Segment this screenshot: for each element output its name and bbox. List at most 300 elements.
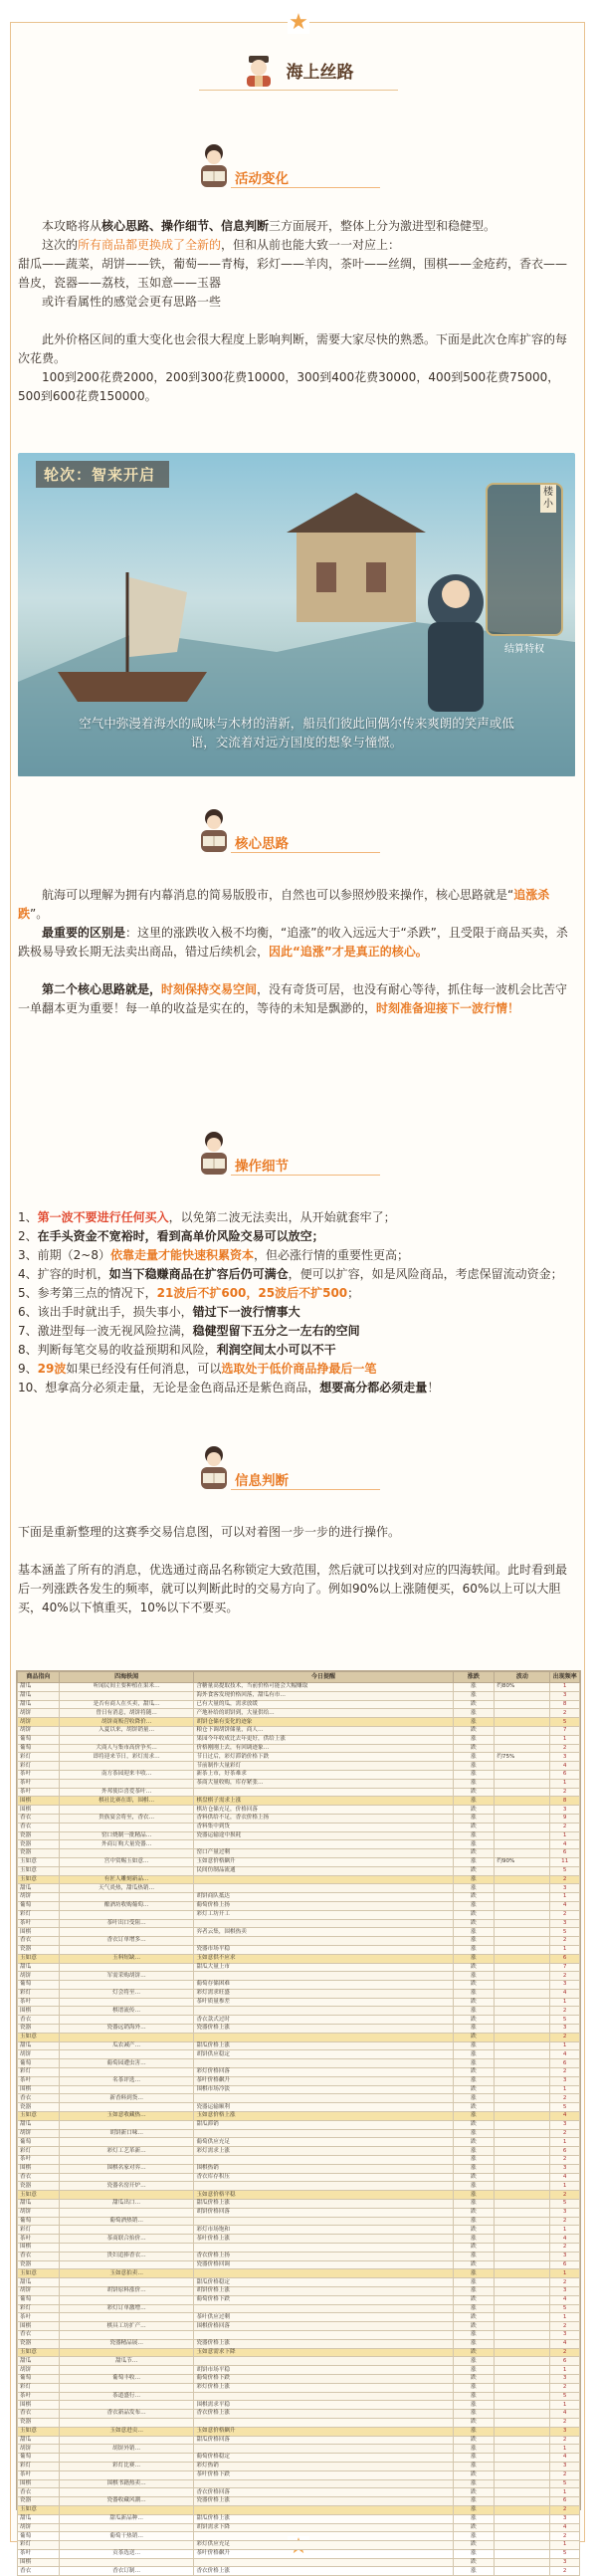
table-cell: 涨 [453,1753,495,1762]
table-cell: 茶道盛行… [59,2392,194,2401]
table-row [18,1928,580,1937]
table-cell: 葡萄 [18,1901,60,1910]
section-title: 核心思路 [235,836,289,852]
table-cell [59,2401,194,2410]
table-row [18,2260,580,2269]
table-cell [495,2427,550,2436]
table-cell: 涨 [453,2041,495,2050]
table-cell: 跌 [453,2068,495,2077]
table-cell: 涨 [453,2567,495,2576]
table-cell: 甜瓜价格回落 [194,2436,453,2445]
table-cell [59,2313,194,2322]
table-cell: 胡饼商队抵达 [194,1893,453,1902]
table-cell: 涨 [453,2427,495,2436]
page-header [0,52,597,100]
table-cell: 涨 [453,2050,495,2059]
table-row [18,2445,580,2454]
table-cell [495,2033,550,2041]
table-cell [495,2278,550,2287]
table-cell [59,2278,194,2287]
table-row [18,1806,580,1815]
table-cell: 甜瓜价格稳定 [194,2278,453,2287]
table-cell [495,1945,550,1954]
table-cell: 茶叶 [18,2313,60,2322]
table-cell [194,2418,453,2427]
ops-item: 8、判断每笔交易的收益预期和风险，利润空间太小可以不干 [18,1343,336,1357]
table-cell [194,2182,453,2191]
table-cell [59,2348,194,2357]
table-cell: 产地补给的胡饼到，大量供给… [194,1709,453,1718]
table-cell [495,1866,550,1875]
table-cell: 茶叶价格上涨 [194,2235,453,2244]
table-cell [495,1770,550,1779]
table-cell: 瓷器价格上涨 [194,2025,453,2034]
table-cell: 香衣 [18,1823,60,1831]
table-cell: 瓷器 [18,1840,60,1849]
table-cell: 瓷器精品展… [59,2339,194,2348]
table-cell: 涨 [453,2278,495,2287]
table-cell: 1 [550,2226,580,2235]
table-cell: 涨 [453,2462,495,2470]
table-cell: 3 [550,2164,580,2173]
section-header-ops [169,1127,428,1184]
table-cell [495,2252,550,2260]
table-cell: 跌 [453,1981,495,1990]
table-row [18,2129,580,2138]
table-cell: 3 [550,1806,580,1815]
table-cell [194,2304,453,2313]
table-cell: 葡萄 [18,1981,60,1990]
table-cell [194,2392,453,2401]
table-cell [59,1981,194,1990]
table-cell: 跌 [453,2523,495,2532]
table-cell [495,2050,550,2059]
table-cell: 跌 [453,2541,495,2550]
table-cell: 茶叶 [18,2235,60,2244]
table-cell: 葡萄 [18,2454,60,2463]
table-cell [59,2558,194,2567]
table-row [18,1788,580,1797]
table-row [18,2007,580,2016]
table-cell: 瓷器价格回调 [194,2260,453,2269]
table-cell [194,1840,453,1849]
table-cell: 3 [550,2120,580,2129]
table-cell: 瓷器 [18,2260,60,2269]
table-cell [495,2156,550,2165]
table-cell: 跌 [453,2033,495,2041]
table-cell: 4 [550,2050,580,2059]
table-row [18,1910,580,1919]
table-cell [495,2532,550,2541]
table-cell [495,2068,550,2077]
table-cell: 涨 [453,1718,495,1727]
table-cell [194,2532,453,2541]
table-row [18,2374,580,2383]
table-row [18,1814,580,1823]
table-cell [495,1972,550,1981]
table-cell: 瓷器价格上涨 [194,2497,453,2506]
table-row [18,1718,580,1727]
table-cell: 粮仓下调胡饼储量，商人… [194,1726,453,1735]
table-cell: 围棋热销 [194,2164,453,2173]
table-cell [495,2541,550,2550]
table-cell: 围棋 [18,2322,60,2331]
section-underline [231,1489,380,1490]
table-cell [495,1779,550,1788]
table-cell: 棋具工坊扩产… [59,2322,194,2331]
table-cell: 涨 [453,2445,495,2454]
table-cell: 1 [550,2182,580,2191]
table-cell: 玉如意需求下降 [194,2348,453,2357]
table-cell: 2 [550,2505,580,2514]
table-cell [194,2094,453,2103]
table-cell: 瓷器 [18,1945,60,1954]
table-cell: 茶叶价格飙升 [194,2076,453,2085]
ops-item: 4、扩容的时机，如当下稳赚商品在扩容后仍可满仓，便可以扩容，如是风险商品，考虑保留流动资金； [18,1267,563,1281]
table-cell [59,1806,194,1815]
table-cell: 玉如意 [18,2348,60,2357]
table-cell: 跌 [453,2348,495,2357]
table-cell: 1 [550,2488,580,2497]
table-cell [495,2112,550,2121]
table-cell: 茶叶 [18,1770,60,1779]
table-cell: 入夏以来，胡饼销量… [59,1726,194,1735]
table-cell: 1 [550,1945,580,1954]
table-cell: 涨 [453,2007,495,2016]
table-row [18,2041,580,2050]
table-row [18,2278,580,2287]
table-cell: 甜瓜 [18,2200,60,2209]
table-cell: 胡饼市场平稳 [194,2366,453,2375]
table-cell [495,2129,550,2138]
table-cell: 4 [550,2454,580,2463]
table-cell: 玉如意 [18,2033,60,2041]
table-cell: 彩灯价格回落 [194,2068,453,2077]
table-cell: 2 [550,2348,580,2357]
table-cell: 玉如意价格平稳 [194,2191,453,2200]
table-cell: 4 [550,1762,580,1771]
table-cell: 已有大量的瓜，需求放缓 [194,1700,453,1709]
table-cell: 灯会将至… [59,1989,194,1998]
table-cell: 葡萄价格稳定 [194,2454,453,2463]
table-cell [59,2103,194,2112]
table-row [18,2182,580,2191]
table-cell: 彩灯订单激增… [59,2304,194,2313]
table-cell: 围棋 [18,2558,60,2567]
table-header: 四海轶闻 [59,1672,194,1683]
table-cell: 2 [550,2156,580,2165]
table-cell: 围棋需求平稳 [194,2401,453,2410]
table-cell: 棋盘棋子需求上涨 [194,1797,453,1806]
table-row [18,2217,580,2226]
table-cell: 3 [550,2208,580,2217]
table-cell: 涨 [453,1762,495,1771]
table-cell: 茶叶 [18,1998,60,2007]
table-cell: 瓷器运输顺利 [194,2103,453,2112]
table-cell: 涨 [453,1937,495,1946]
table-cell: 涨 [453,2094,495,2103]
table-cell: 胡饼 [18,1718,60,1727]
table-cell: 1 [550,1779,580,1788]
table-cell: 2 [550,2418,580,2427]
table-cell [495,1884,550,1893]
table-row [18,1945,580,1954]
table-cell: 彩灯工坊开工 [194,1910,453,1919]
table-cell: 涨 [453,2059,495,2068]
table-cell: 葡萄价格下跌 [194,2374,453,2383]
table-cell: 涨 [453,2339,495,2348]
table-cell: 玉如意 [18,1866,60,1875]
table-row [18,2567,580,2576]
table-row [18,2488,580,2497]
table-cell [59,2295,194,2304]
table-cell: 葡萄 [18,2138,60,2147]
table-row [18,1762,580,1771]
table-row [18,1937,580,1946]
table-cell: 海外食客发现价格回落，甜瓜有市… [194,1691,453,1700]
table-cell: 香衣 [18,1937,60,1946]
table-cell: 茶叶价格飙升 [194,2549,453,2558]
table-cell: 窑口产量过剩 [194,1849,453,1858]
table-cell: 有匠人雕刻新品… [59,1875,194,1884]
badge-label: 结算特权 [504,644,544,655]
table-cell [59,2016,194,2025]
table-row [18,2050,580,2059]
page-title: 海上丝路 [286,62,354,83]
section-underline [231,1175,380,1176]
table-cell: 胡饼 [18,1893,60,1902]
table-cell: 3 [550,2462,580,2470]
table-cell: 新茶上市，好茶难求 [194,1770,453,1779]
table-cell: 围棋 [18,2401,60,2410]
table-cell: 玉如意 [18,2269,60,2278]
table-cell [59,2138,194,2147]
table-cell: 涨 [453,1840,495,1849]
table-cell: 6 [550,2497,580,2506]
table-row [18,2558,580,2567]
table-cell: 瓜农减产… [59,2041,194,2050]
table-row [18,1700,580,1709]
table-cell [59,1910,194,1919]
table-cell [495,2016,550,2025]
table-cell: 跌 [453,2436,495,2445]
table-cell: 9 [550,1814,580,1823]
table-header-row [18,1672,580,1683]
table-cell: 涨 [453,2076,495,2085]
table-cell: 葡萄 [18,2295,60,2304]
table-cell: 听闻民间主要种植在果米… [59,1683,194,1692]
table-cell [495,2120,550,2129]
table-cell: 围棋 [18,2479,60,2488]
table-cell: 跌 [453,2470,495,2479]
table-cell [495,1709,550,1718]
table-cell: 即将迎来节日，彩灯需求… [59,1753,194,1762]
table-cell: 涨 [453,2164,495,2173]
table-cell: 2 [550,2244,580,2253]
table-cell [495,2348,550,2357]
table-row [18,2357,580,2366]
table-cell [59,2050,194,2059]
table-cell: 彩灯需求上涨 [194,2147,453,2156]
table-cell: 跌 [453,1726,495,1735]
table-row [18,2269,580,2278]
table-cell: 跌 [453,2558,495,2567]
table-cell: 涨 [453,1945,495,1954]
table-cell: 葡萄 [18,1744,60,1753]
table-cell: 3 [550,1753,580,1762]
table-cell: 3 [550,2076,580,2085]
table-row [18,2138,580,2147]
table-cell: 7 [550,1726,580,1735]
table-cell: 涨 [453,2401,495,2410]
table-cell: 瓷器 [18,2182,60,2191]
table-row [18,2033,580,2041]
table-cell [495,1901,550,1910]
table-cell [194,2033,453,2041]
table-cell [59,2383,194,2392]
table-cell: 涨 [453,2514,495,2523]
table-cell: 葡萄价格上扬 [194,1901,453,1910]
table-cell: 2 [550,2068,580,2077]
table-cell [495,2470,550,2479]
table-cell [194,2558,453,2567]
table-cell: 跌 [453,1806,495,1815]
table-cell: 2 [550,2532,580,2541]
table-cell: 甜瓜 [18,2120,60,2129]
table-cell: 涨 [453,2549,495,2558]
ops-list [18,1208,577,1397]
table-cell: 6 [550,1770,580,1779]
table-cell: 彩灯价格上涨 [194,2383,453,2392]
table-cell: 彩灯 [18,2541,60,2550]
table-row [18,2366,580,2375]
table-row [18,2076,580,2085]
table-cell [495,1875,550,1884]
table-cell: 民间仿制品流通 [194,1866,453,1875]
table-cell [495,1954,550,1963]
table-cell: 涨 [453,1797,495,1806]
table-row [18,1753,580,1762]
table-cell [495,2436,550,2445]
table-cell: 约90% [495,1857,550,1866]
table-cell: 棋社比赛在即，围棋… [59,1797,194,1806]
table-cell [495,1998,550,2007]
table-cell: 2 [550,1972,580,1981]
table-cell: 胡饼仓储有变化的迹象 [194,1718,453,1727]
table-cell: 葡萄 [18,1735,60,1744]
table-cell: 胡饼 [18,2129,60,2138]
table-cell [194,2479,453,2488]
table-cell: 涨 [453,2383,495,2392]
ops-item: 7、激进型每一波无视风险拉满，稳健型留下五分之一左右的空间 [18,1324,360,1338]
table-cell [59,2120,194,2129]
table-cell: 围棋 [18,2244,60,2253]
table-cell: 涨 [453,1691,495,1700]
table-cell: 茶叶 [18,2549,60,2558]
table-cell: 围棋 [18,1928,60,1937]
table-cell [495,2383,550,2392]
table-cell: 5 [550,2016,580,2025]
table-cell: 2 [550,2278,580,2287]
table-cell [194,1875,453,1884]
table-cell [495,1762,550,1771]
table-cell: 涨 [453,2112,495,2121]
table-cell: 甜瓜 [18,1691,60,1700]
table-cell [495,1691,550,1700]
table-cell: 玉如意 [18,2427,60,2436]
table-cell [495,2497,550,2506]
table-cell: 葡萄 [18,2374,60,2383]
table-row [18,1963,580,1972]
table-cell: 香衣 [18,2488,60,2497]
table-cell: 香衣价格上涨 [194,2567,453,2576]
table-cell [495,2094,550,2103]
table-cell: 瓷器市场平稳 [194,1945,453,1954]
table-cell [59,1998,194,2007]
table-cell: 5 [550,2304,580,2313]
table-cell [495,2286,550,2295]
table-cell: 胡饼价格回落 [194,2208,453,2217]
table-cell [59,2208,194,2217]
table-cell: 胡饼价格上涨 [194,2286,453,2295]
star-icon: ★ [289,10,308,35]
table-cell [495,1806,550,1815]
table-cell: 6 [550,2059,580,2068]
table-cell: 跌 [453,2295,495,2304]
table-cell: 名茶评选… [59,2076,194,2085]
table-cell: 玉如意 [18,1954,60,1963]
table-row [18,2191,580,2200]
table-cell [495,2374,550,2383]
table-cell: 1 [550,1735,580,1744]
table-cell: 1 [550,1683,580,1692]
table-cell: 宫中赏赐玉如意… [59,1857,194,1866]
table-cell: 曾日有消息，胡饼将随… [59,1709,194,1718]
table-cell: 茶叶价格下跌 [194,2470,453,2479]
table-cell: 跌 [453,2374,495,2383]
table-row [18,2112,580,2121]
table-cell: 跌 [453,1910,495,1919]
table-cell: 茶叶 [18,2156,60,2165]
table-cell: 围棋 [18,2085,60,2094]
table-cell: 香衣订单增多… [59,1937,194,1946]
section-title: 操作细节 [235,1159,289,1175]
event-banner-image [18,453,575,776]
table-cell: 4 [550,2295,580,2304]
ops-item: 2、在手头资金不宽裕时，看到高单价风险交易可以放空； [18,1229,324,1243]
table-cell: 甜瓜价格上涨 [194,2200,453,2209]
table-cell: 香衣 [18,2016,60,2025]
table-cell [495,2313,550,2322]
table-cell: 3 [550,2427,580,2436]
table-cell: 2 [550,2191,580,2200]
table-cell [495,2523,550,2532]
table-cell: 军需采购胡饼… [59,1972,194,1981]
table-row [18,1989,580,1998]
table-cell [495,2103,550,2112]
table-cell [495,2295,550,2304]
table-cell [59,2488,194,2497]
table-cell: 玉料短缺… [59,1954,194,1963]
table-cell: 彩灯比赛… [59,2462,194,2470]
table-row [18,1875,580,1884]
table-cell: 2 [550,2567,580,2576]
table-cell [495,2226,550,2235]
table-cell: 瓷器 [18,2418,60,2427]
table-cell [59,2085,194,2094]
table-row [18,2497,580,2506]
table-cell: 甜瓜 [18,1683,60,1692]
